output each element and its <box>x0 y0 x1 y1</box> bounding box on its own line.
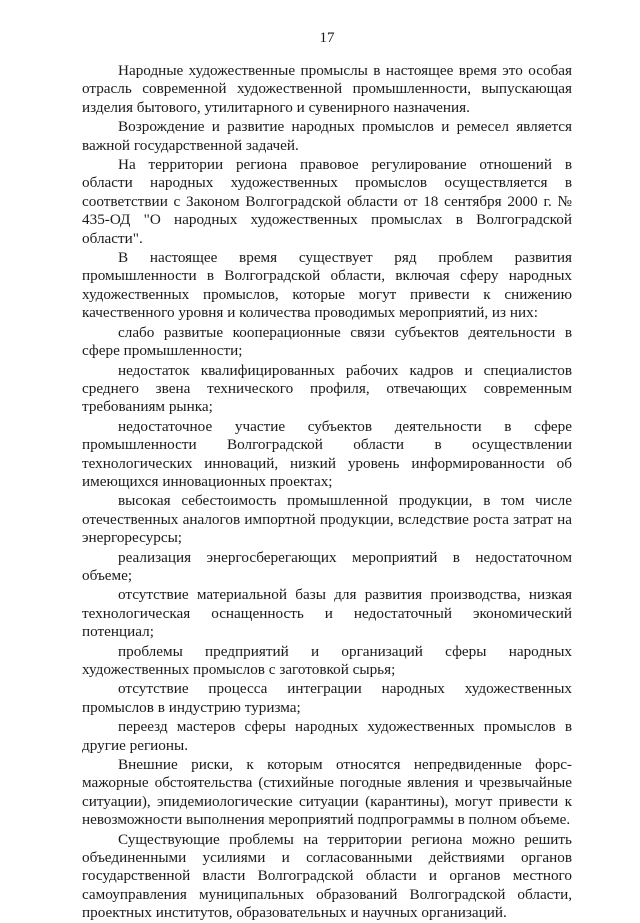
paragraph-problems-intro: В настоящее время существует ряд проблем развития промышленности в Волгоградской области, включая сферу народных художественных промыслов, которые могут привести к снижению качественного уровня и количества проводимых мероприятий, из них: <box>82 249 572 322</box>
list-item-personnel: недостаток квалифицированных рабочих кадров и специалистов среднего звена технического профиля, отвечающих современным требованиям рынка; <box>82 361 572 416</box>
paragraph-revival: Возрождение и развитие народных промыслов и ремесел является важной государственной задачей. <box>82 118 572 154</box>
paragraph-solution: Существующие проблемы на территории региона можно решить объединенными усилиями и согласованными действиями органов государственной власти Волгоградской области и органов местного самоуправления муниципальных образований Волгоградской области, проектных институтов, образовательных и научных организаций. <box>82 830 572 922</box>
page-number: 17 <box>319 30 335 46</box>
list-item-relocation: переезд мастеров сферы народных художественных промыслов в другие регионы. <box>82 718 572 754</box>
list-item-tourism: отсутствие процесса интеграции народных художественных промыслов в индустрию туризма; <box>82 680 572 716</box>
paragraph-legal-regulation: На территории региона правовое регулирование отношений в области народных художественных промыслов осуществляется в соответствии с Законом Волгоградской области от 18 сентября 2000 г. № 435-ОД "О народных художественных промыслах в Волгоградской области". <box>82 156 572 247</box>
list-item-cost: высокая себестоимость промышленной продукции, в том числе отечественных аналогов импортной продукции, вследствие роста затрат на энергоресурсы; <box>82 492 572 547</box>
list-item-material-base: отсутствие материальной базы для развития производства, низкая технологическая оснащенность и недостаточный экономический потенциал; <box>82 586 572 641</box>
paragraph-external-risks: Внешние риски, к которым относятся непредвиденные форс-мажорные обстоятельства (стихийные погодные явления и чрезвычайные ситуации), эпидемиологические ситуации (карантины), могут привести к невозможности выполнения мероприятий подпрограммы в полном объеме. <box>82 756 572 829</box>
list-item-energy-saving: реализация энергосберегающих мероприятий в недостаточном объеме; <box>82 548 572 584</box>
list-item-innovation: недостаточное участие субъектов деятельности в сфере промышленности Волгоградской области в осуществлении технологических инноваций, низкий уровень информированности об имеющихся инновационных проектах; <box>82 417 572 490</box>
paragraph-intro: Народные художественные промыслы в настоящее время это особая отрасль современной художественной промышленности, выпускающая изделия бытового, утилитарного и сувенирного назначения. <box>82 62 572 116</box>
list-item-cooperation: слабо развитые кооперационные связи субъектов деятельности в сфере промышленности; <box>82 323 572 360</box>
list-item-raw-materials: проблемы предприятий и организаций сферы народных художественных промыслов с заготовкой сырья; <box>82 642 572 678</box>
document-page <box>82 28 572 923</box>
